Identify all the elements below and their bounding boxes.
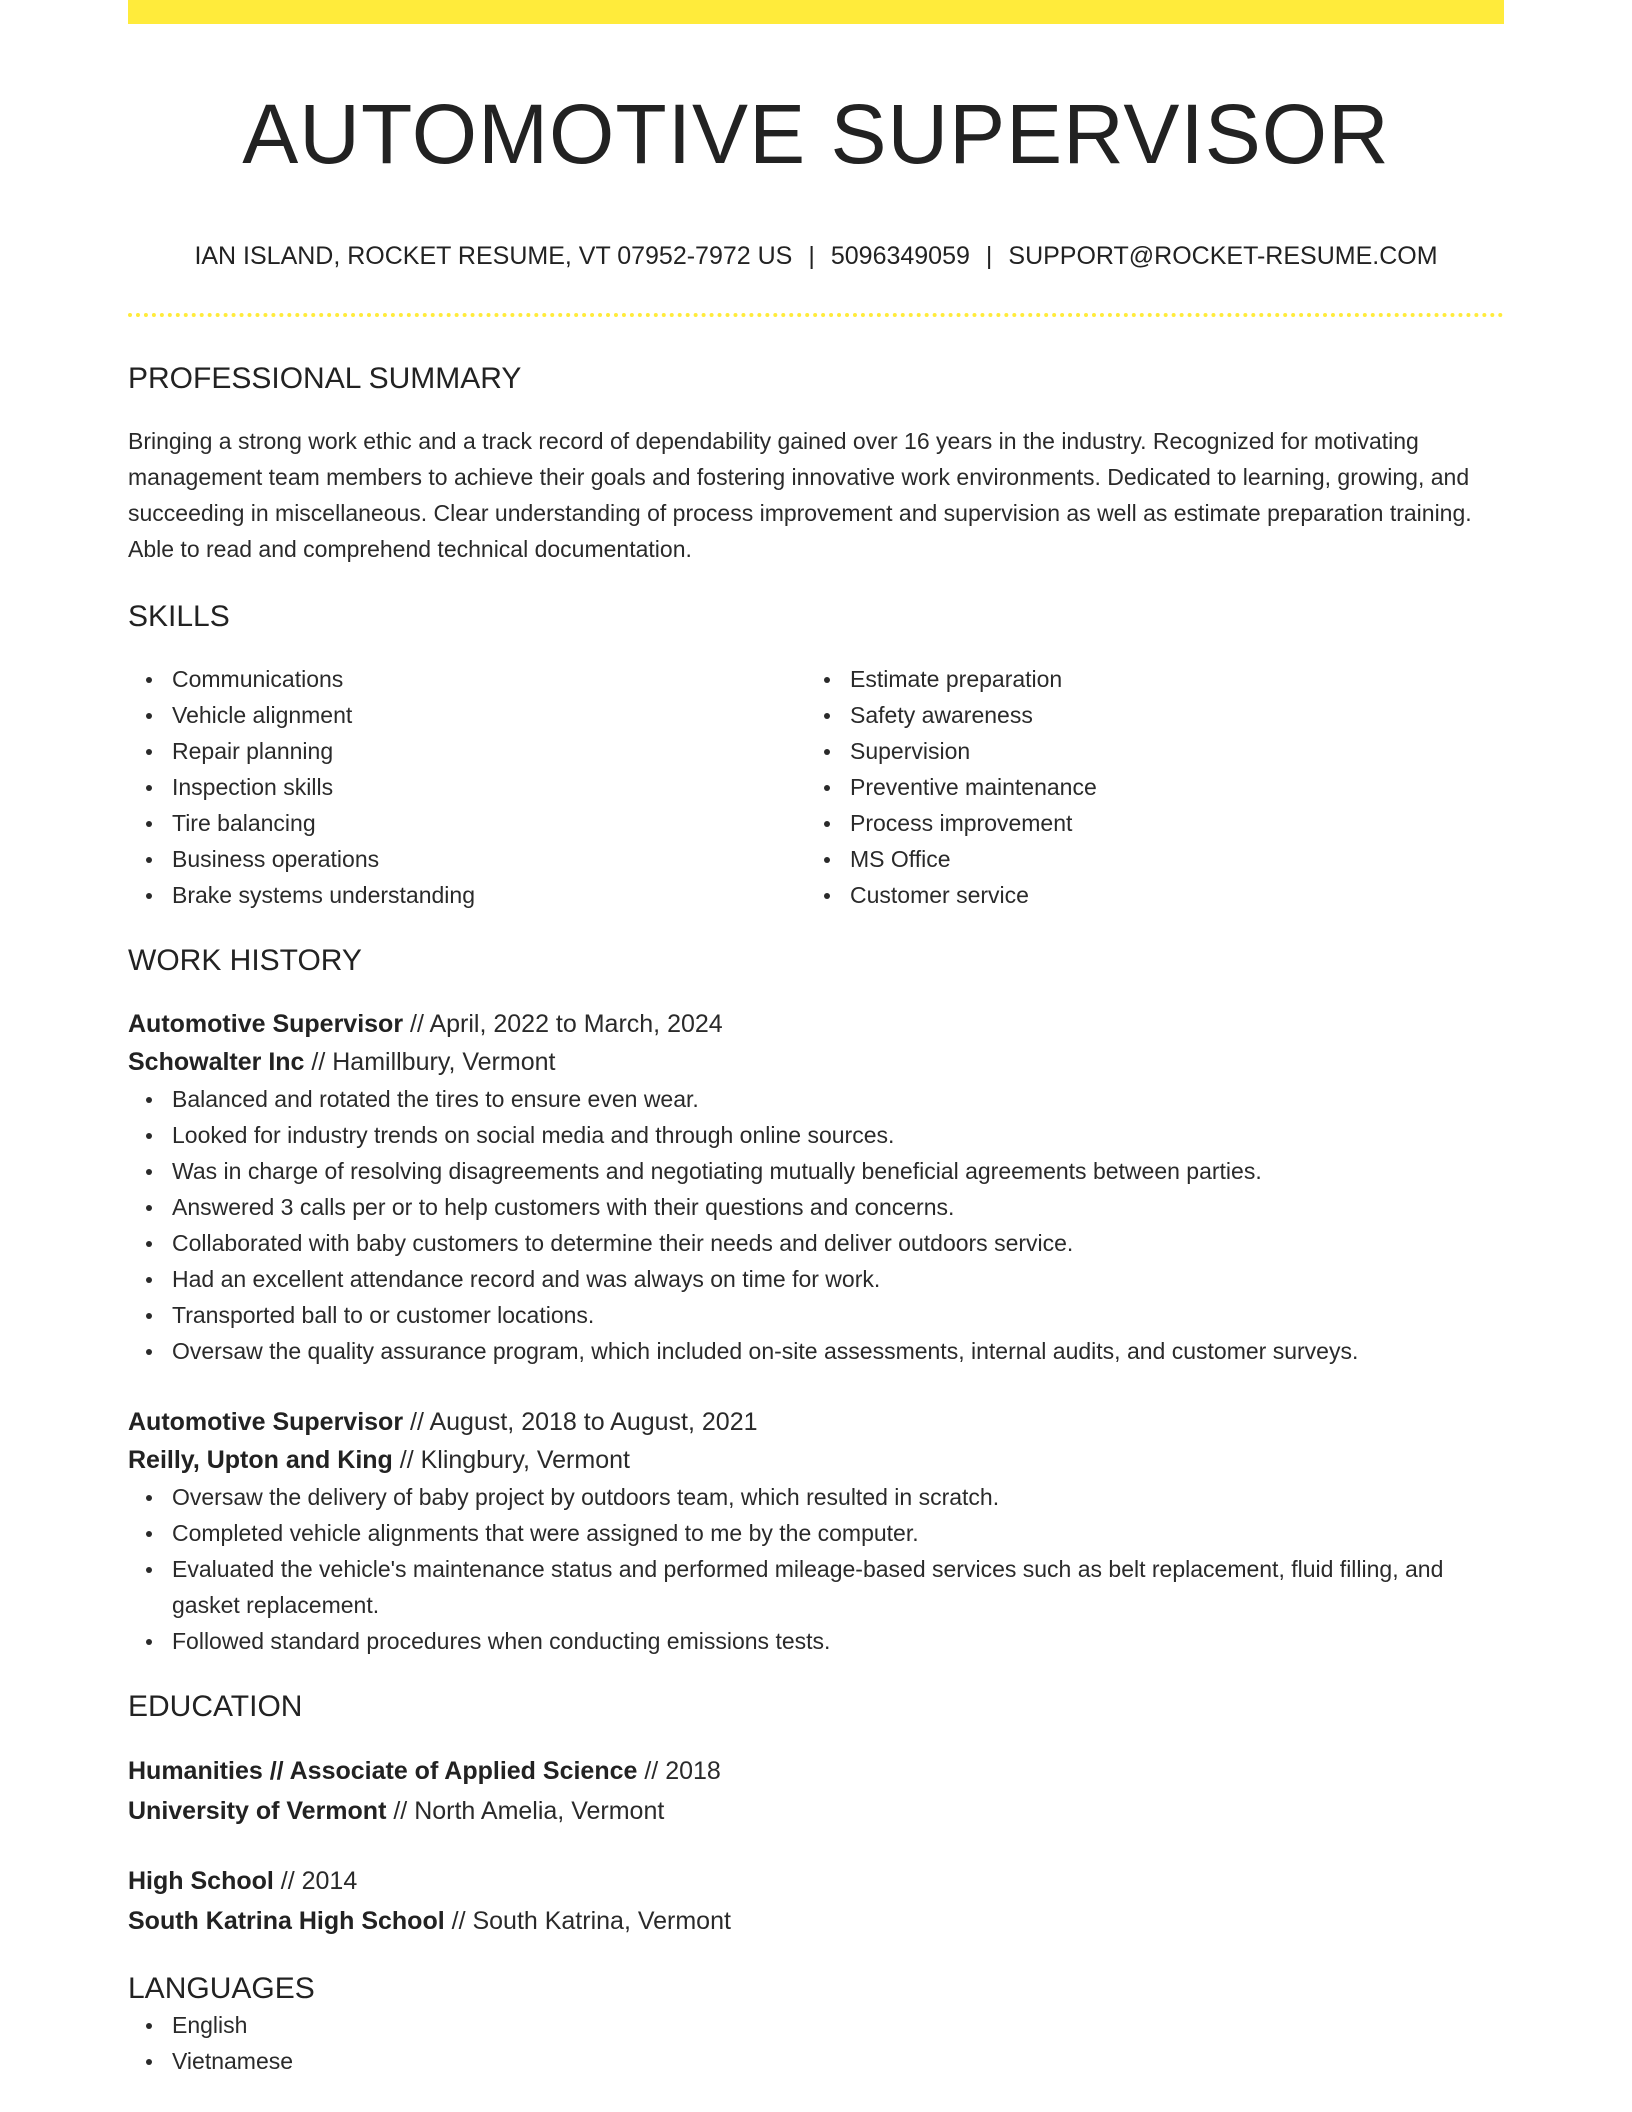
- education-degree: High School: [128, 1866, 274, 1895]
- language-item: Vietnamese: [172, 2043, 1504, 2079]
- education-degree: Humanities // Associate of Applied Science: [128, 1756, 638, 1785]
- skill-item: Inspection skills: [172, 769, 806, 805]
- dotted-divider: [128, 313, 1504, 317]
- skill-item: Safety awareness: [850, 697, 1484, 733]
- job-dates: // August, 2018 to August, 2021: [403, 1407, 758, 1436]
- skill-item: Customer service: [850, 877, 1484, 913]
- job-bullet: Had an excellent attendance record and was always on time for work.: [172, 1261, 1504, 1297]
- contact-separator: |: [985, 241, 993, 270]
- job-bullet: Oversaw the delivery of baby project by outdoors team, which resulted in scratch.: [172, 1479, 1504, 1515]
- skill-item: Repair planning: [172, 733, 806, 769]
- skill-item: Business operations: [172, 841, 806, 877]
- skill-item: Communications: [172, 661, 806, 697]
- job-role: Automotive Supervisor: [128, 1009, 404, 1038]
- job-role-line: [128, 1005, 1504, 1043]
- summary-paragraph: Bringing a strong work ethic and a track record of dependability gained over 16 years in the industry. Recognized for motivating management team members to achieve their goals and fostering innovative work environments. Dedicated to learning, growing, and succeeding in miscellaneous. Clear understanding of process improvement and supervision as well as estimate preparation training. Able to read and comprehend technical documentation.: [128, 427, 1472, 562]
- job-location: // Hamillbury, Vermont: [304, 1047, 556, 1076]
- job-company-line: [128, 1043, 1504, 1081]
- section-title-summary: PROFESSIONAL SUMMARY: [128, 361, 522, 395]
- job-bullets: [128, 1081, 1504, 1369]
- education-location: // South Katrina, Vermont: [444, 1906, 731, 1935]
- job-bullet: Balanced and rotated the tires to ensure even wear.: [172, 1081, 1504, 1117]
- job-bullet: Oversaw the quality assurance program, which included on-site assessments, internal audits, and customer surveys.: [172, 1333, 1504, 1369]
- contact-phone: 5096349059: [830, 241, 970, 270]
- section-title-skills: SKILLS: [128, 599, 230, 633]
- contact-address: IAN ISLAND, ROCKET RESUME, VT 07952-7972 US: [194, 241, 793, 270]
- contact-email: SUPPORT@ROCKET-RESUME.COM: [1008, 241, 1438, 270]
- job-bullet: Followed standard procedures when conducting emissions tests.: [172, 1623, 1504, 1659]
- resume-page: [128, 0, 1504, 2079]
- skill-item: Preventive maintenance: [850, 769, 1484, 805]
- contact-separator: |: [808, 241, 815, 270]
- contact-line: [128, 241, 1504, 271]
- job-bullet: Answered 3 calls per or to help customers with their questions and concerns.: [172, 1189, 1504, 1225]
- skill-item: Brake systems understanding: [172, 877, 806, 913]
- job-location: // Klingbury, Vermont: [392, 1445, 630, 1474]
- job-bullet: Was in charge of resolving disagreements and negotiating mutually beneficial agreements between parties.: [172, 1153, 1504, 1189]
- job-dates: // April, 2022 to March, 2024: [403, 1009, 723, 1038]
- job-bullet: Looked for industry trends on social media and through online sources.: [172, 1117, 1504, 1153]
- job-bullet: Completed vehicle alignments that were assigned to me by the computer.: [172, 1515, 1504, 1551]
- skill-item: MS Office: [850, 841, 1484, 877]
- skills-column-left: [128, 661, 806, 913]
- language-list: [128, 2007, 1504, 2079]
- education-degree-line: [128, 1751, 1504, 1791]
- job-company: Reilly, Upton and King: [128, 1445, 393, 1474]
- job-bullet: Collaborated with baby customers to determine their needs and deliver outdoors service.: [172, 1225, 1504, 1261]
- section-title-languages: LANGUAGES: [128, 1971, 315, 2005]
- accent-top-bar: [128, 0, 1504, 24]
- job-role-line: [128, 1403, 1504, 1441]
- skill-item: Estimate preparation: [850, 661, 1484, 697]
- section-title-work-history: WORK HISTORY: [128, 943, 362, 977]
- job-role: Automotive Supervisor: [128, 1407, 404, 1436]
- language-item: English: [172, 2007, 1504, 2043]
- skill-item: Process improvement: [850, 805, 1484, 841]
- job-company: Schowalter Inc: [128, 1047, 305, 1076]
- education-school-line: [128, 1901, 1504, 1941]
- education-year: // 2018: [637, 1756, 721, 1785]
- resume-name-heading: AUTOMOTIVE SUPERVISOR: [242, 87, 1390, 181]
- skill-item: Vehicle alignment: [172, 697, 806, 733]
- skill-item: Tire balancing: [172, 805, 806, 841]
- job-company-line: [128, 1441, 1504, 1479]
- education-school: University of Vermont: [128, 1796, 387, 1825]
- job-bullet: Transported ball to or customer locations.: [172, 1297, 1504, 1333]
- education-school-line: [128, 1791, 1504, 1831]
- skills-grid: [128, 661, 1504, 913]
- job-bullet: Evaluated the vehicle's maintenance status and performed mileage-based services such as belt replacement, fluid filling, and gasket replacement.: [172, 1551, 1504, 1623]
- education-year: // 2014: [273, 1866, 358, 1895]
- skills-column-right: [806, 661, 1484, 913]
- job-bullets: [128, 1479, 1504, 1659]
- section-title-education: EDUCATION: [128, 1689, 303, 1723]
- education-school: South Katrina High School: [128, 1906, 445, 1935]
- education-degree-line: [128, 1861, 1504, 1901]
- education-location: // North Amelia, Vermont: [386, 1796, 665, 1825]
- skill-item: Supervision: [850, 733, 1484, 769]
